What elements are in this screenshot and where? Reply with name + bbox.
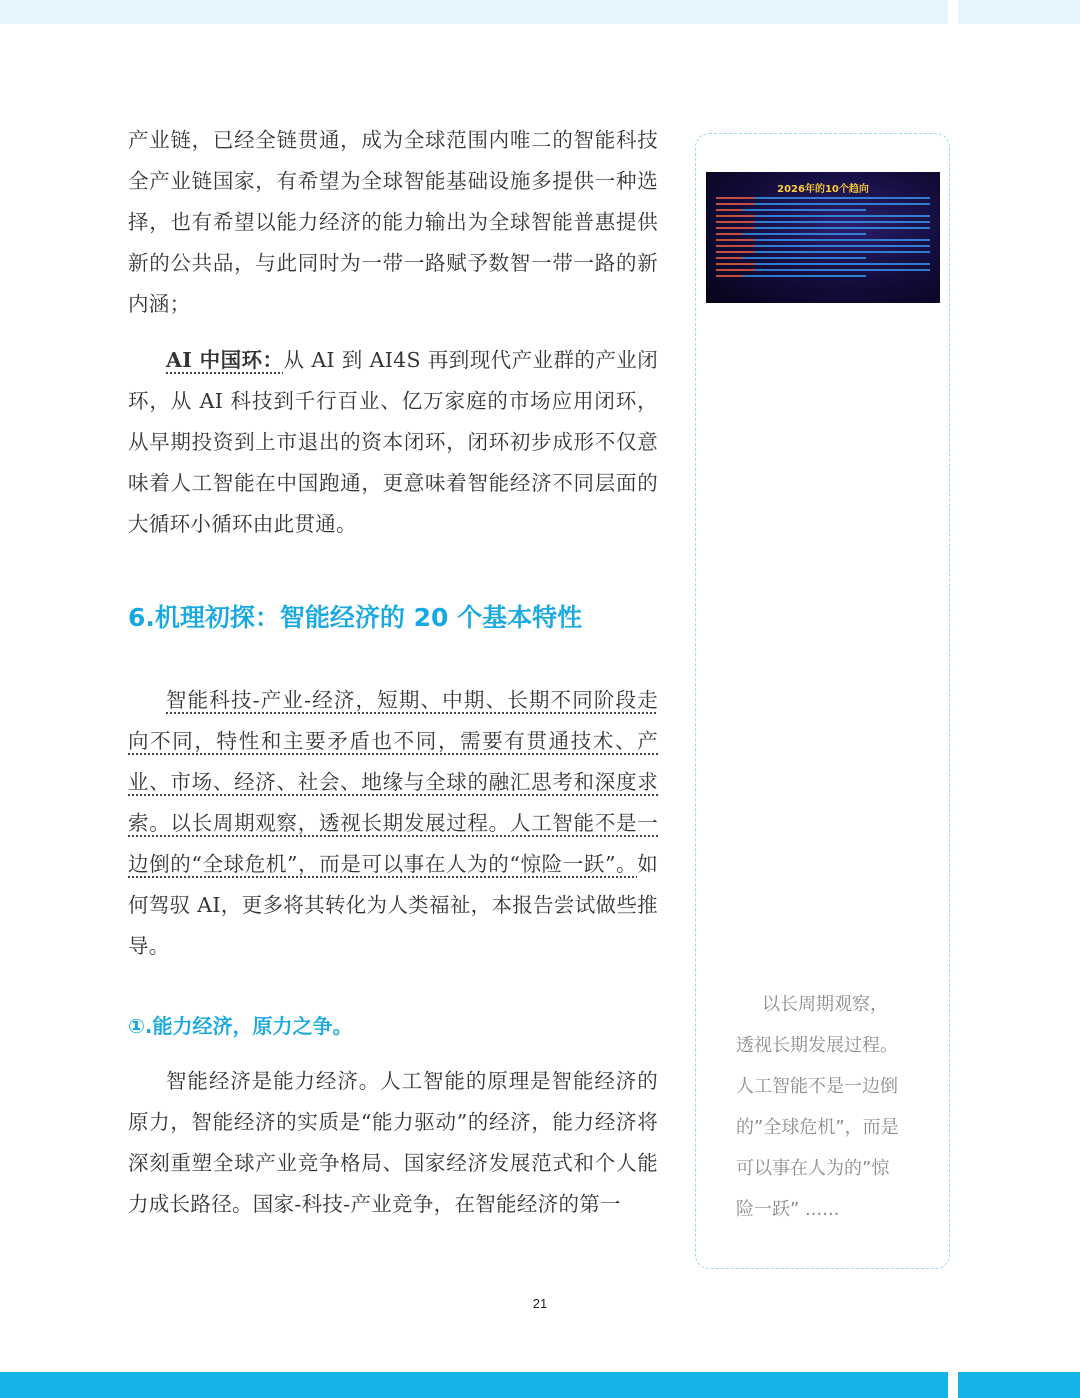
quote-line: 险一跃” ...... [736, 1199, 840, 1220]
section-heading: 6.机理初探：智能经济的 20 个基本特性 [128, 603, 583, 632]
quote-line: 的”全球危机”，而是 [736, 1117, 899, 1138]
quote-line: 人工智能不是一边倒 [736, 1076, 898, 1097]
thumbnail-text-lines [716, 197, 930, 281]
quote-line: 可以事在人为的”惊 [736, 1158, 890, 1179]
paragraph-capability-economy: 智能经济是能力经济。人工智能的原理是智能经济的原力，智能经济的实质是“能力驱动”的经济，能力经济将深刻重塑全球产业竞争格局、国家经济发展范式和个人能力成长路径。国家-科技-产业竞争，在智能经济的第一 [128, 1069, 658, 1216]
page-number: 21 [532, 1296, 548, 1311]
bottom-banner [0, 1372, 948, 1398]
ai-china-loop-body: 从 AI 到 AI4S 再到现代产业群的产业闭环，从 AI 科技到千行百业、亿万家庭的市场应用闭环，从早期投资到上市退出的资本闭环，闭环初步成形不仅意味着人工智能在中国跑通，更意味着智能经济不同层面的大循环小循环由此贯通。 [128, 348, 659, 536]
thumbnail-title: 2026年的10个趋向 [777, 184, 869, 195]
quote-line: 以长周期观察， [762, 994, 888, 1015]
trends-slide-thumbnail [706, 172, 940, 303]
mechanism-underlined-text: 智能科技-产业-经济，短期、中期、长期不同阶段走向不同，特性和主要矛盾也不同，需要有贯通技术、产业、市场、经济、社会、地缘与全球的融汇思考和深度求索。以长周期观察，透视长期发展过程。人工智能不是一边倒的“全球危机”，而是可以事在人为的“惊险一跃”。 [128, 688, 658, 876]
top-banner-side [958, 0, 1080, 24]
sidebar-pull-quote [736, 984, 926, 1230]
paragraph-ai-china-loop [128, 340, 658, 545]
paragraph-mechanism [128, 680, 658, 967]
top-banner [0, 0, 948, 24]
mechanism-rest-text: 如何驾驭 AI，更多将其转化为人类福祉，本报告尝试做些推导。 [128, 852, 658, 958]
ai-china-loop-lead: AI 中国环： [166, 348, 284, 372]
subheading-capability-economy: ①.能力经济，原力之争。 [128, 1014, 353, 1038]
paragraph-industry-chain: 产业链，已经全链贯通，成为全球范围内唯二的智能科技全产业链国家，有希望为全球智能基础设施多提供一种选择，也有希望以能力经济的能力输出为全球智能普惠提供新的公共品，与此同时为一带一路赋予数智一带一路的新内涵； [128, 128, 658, 316]
bottom-banner-side [958, 1372, 1080, 1398]
quote-line: 透视长期发展过程。 [736, 1035, 898, 1056]
